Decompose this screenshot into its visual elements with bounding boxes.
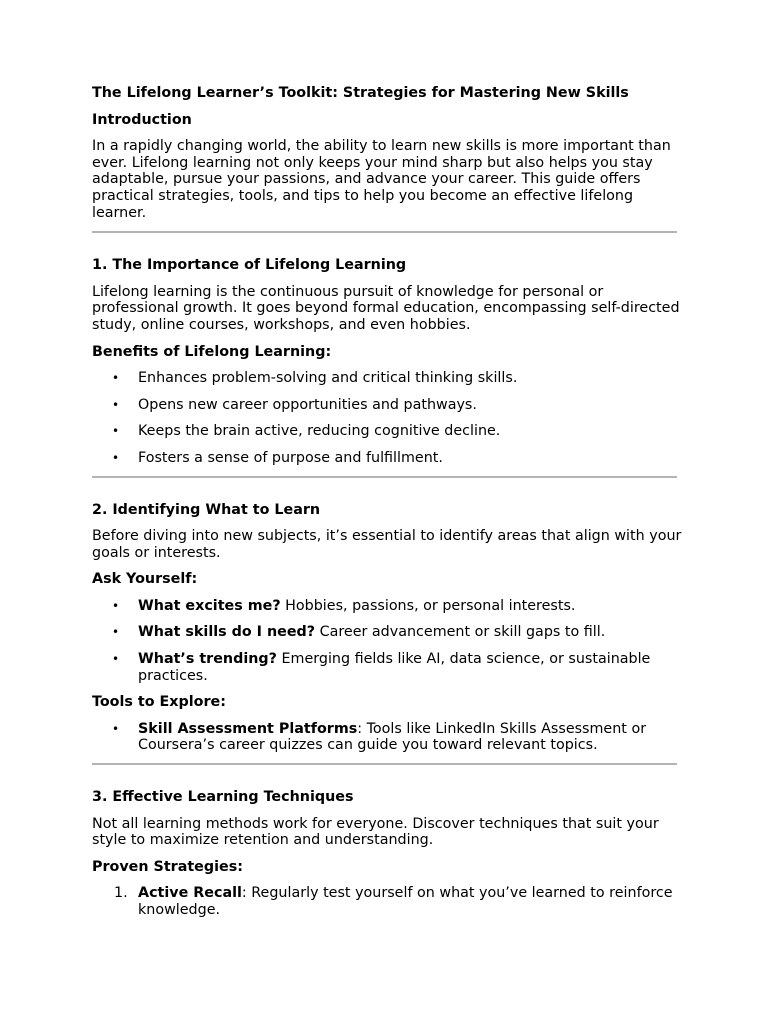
list-item-text: Career advancement or skill gaps to fill.: [315, 624, 606, 641]
strategies-heading: Proven Strategies:: [92, 858, 243, 875]
list-item: [92, 885, 682, 918]
tools-list: [92, 721, 682, 754]
list-item: [92, 651, 682, 684]
section-divider: [92, 476, 677, 478]
ask-yourself-heading: Ask Yourself:: [92, 571, 198, 588]
list-item-bold: Active Recall: [138, 885, 242, 902]
list-item-text: Enhances problem-solving and critical thinking skills.: [138, 370, 518, 387]
list-item-bold: What excites me?: [138, 597, 281, 614]
list-item: [92, 370, 682, 387]
questions-list: [92, 598, 682, 684]
list-item-bold: What skills do I need?: [138, 624, 316, 641]
list-item-bold: What’s trending?: [138, 651, 277, 668]
benefits-heading: Benefits of Lifelong Learning:: [92, 343, 332, 360]
bullet-icon: •: [112, 652, 120, 667]
document-content: [92, 85, 682, 929]
document-title: The Lifelong Learner’s Toolkit: Strategies for Mastering New Skills: [92, 85, 629, 101]
section-1-title: 1. The Importance of Lifelong Learning: [92, 257, 407, 274]
bullet-icon: •: [112, 721, 120, 736]
intro-paragraph: In a rapidly changing world, the ability to learn new skills is more important than ever. Lifelong learning not only keeps your mind sharp but also helps you stay adaptable, pursue your passions, and advance your career. This guide offers practical strategies, tools, and tips to help you become an effective lifelong learner.: [92, 138, 671, 221]
section-3-paragraph: Not all learning methods work for everyone. Discover techniques that suit your style to maximize retention and understanding.: [92, 815, 659, 849]
list-item-bold: Skill Assessment Platforms: [138, 720, 358, 737]
section-3-title: 3. Effective Learning Techniques: [92, 789, 354, 806]
bullet-icon: •: [112, 625, 120, 640]
bullet-icon: •: [112, 397, 120, 412]
intro-heading: Introduction: [92, 111, 192, 128]
list-item: [92, 598, 682, 615]
bullet-icon: •: [112, 424, 120, 439]
bullet-icon: •: [112, 598, 120, 613]
list-item: [92, 450, 682, 467]
list-item: [92, 397, 682, 414]
bullet-icon: •: [112, 371, 120, 386]
list-item: [92, 423, 682, 440]
list-item-text: Hobbies, passions, or personal interests.: [280, 597, 576, 614]
list-item-text: : Tools like LinkedIn Skills Assessment or Coursera’s career quizzes can guide you toward relevant topics.: [138, 720, 647, 754]
list-item-text: : Regularly test yourself on what you’ve learned to reinforce knowledge.: [138, 885, 673, 918]
list-item-text: Fosters a sense of purpose and fulfillment.: [138, 449, 443, 466]
list-number: 1.: [114, 885, 128, 902]
section-2-paragraph: Before diving into new subjects, it’s essential to identify areas that align with your goals or interests.: [92, 528, 682, 561]
list-item: [92, 624, 682, 641]
list-item: [92, 721, 682, 754]
strategies-list: [92, 885, 682, 918]
list-item-text: Opens new career opportunities and pathways.: [138, 396, 477, 413]
benefits-list: [92, 370, 682, 466]
list-item-text: Keeps the brain active, reducing cognitive decline.: [138, 423, 501, 440]
bullet-icon: •: [112, 450, 120, 465]
section-1-paragraph: Lifelong learning is the continuous pursuit of knowledge for personal or professional growth. It goes beyond formal education, encompassing self-directed study, online courses, workshops, and even hobbies.: [92, 283, 680, 333]
section-2-title: 2. Identifying What to Learn: [92, 501, 321, 518]
tools-heading: Tools to Explore:: [92, 694, 226, 711]
section-divider: [92, 763, 677, 765]
list-item-text: Emerging fields like AI, data science, or sustainable practices.: [138, 651, 651, 684]
section-divider: [92, 231, 677, 233]
